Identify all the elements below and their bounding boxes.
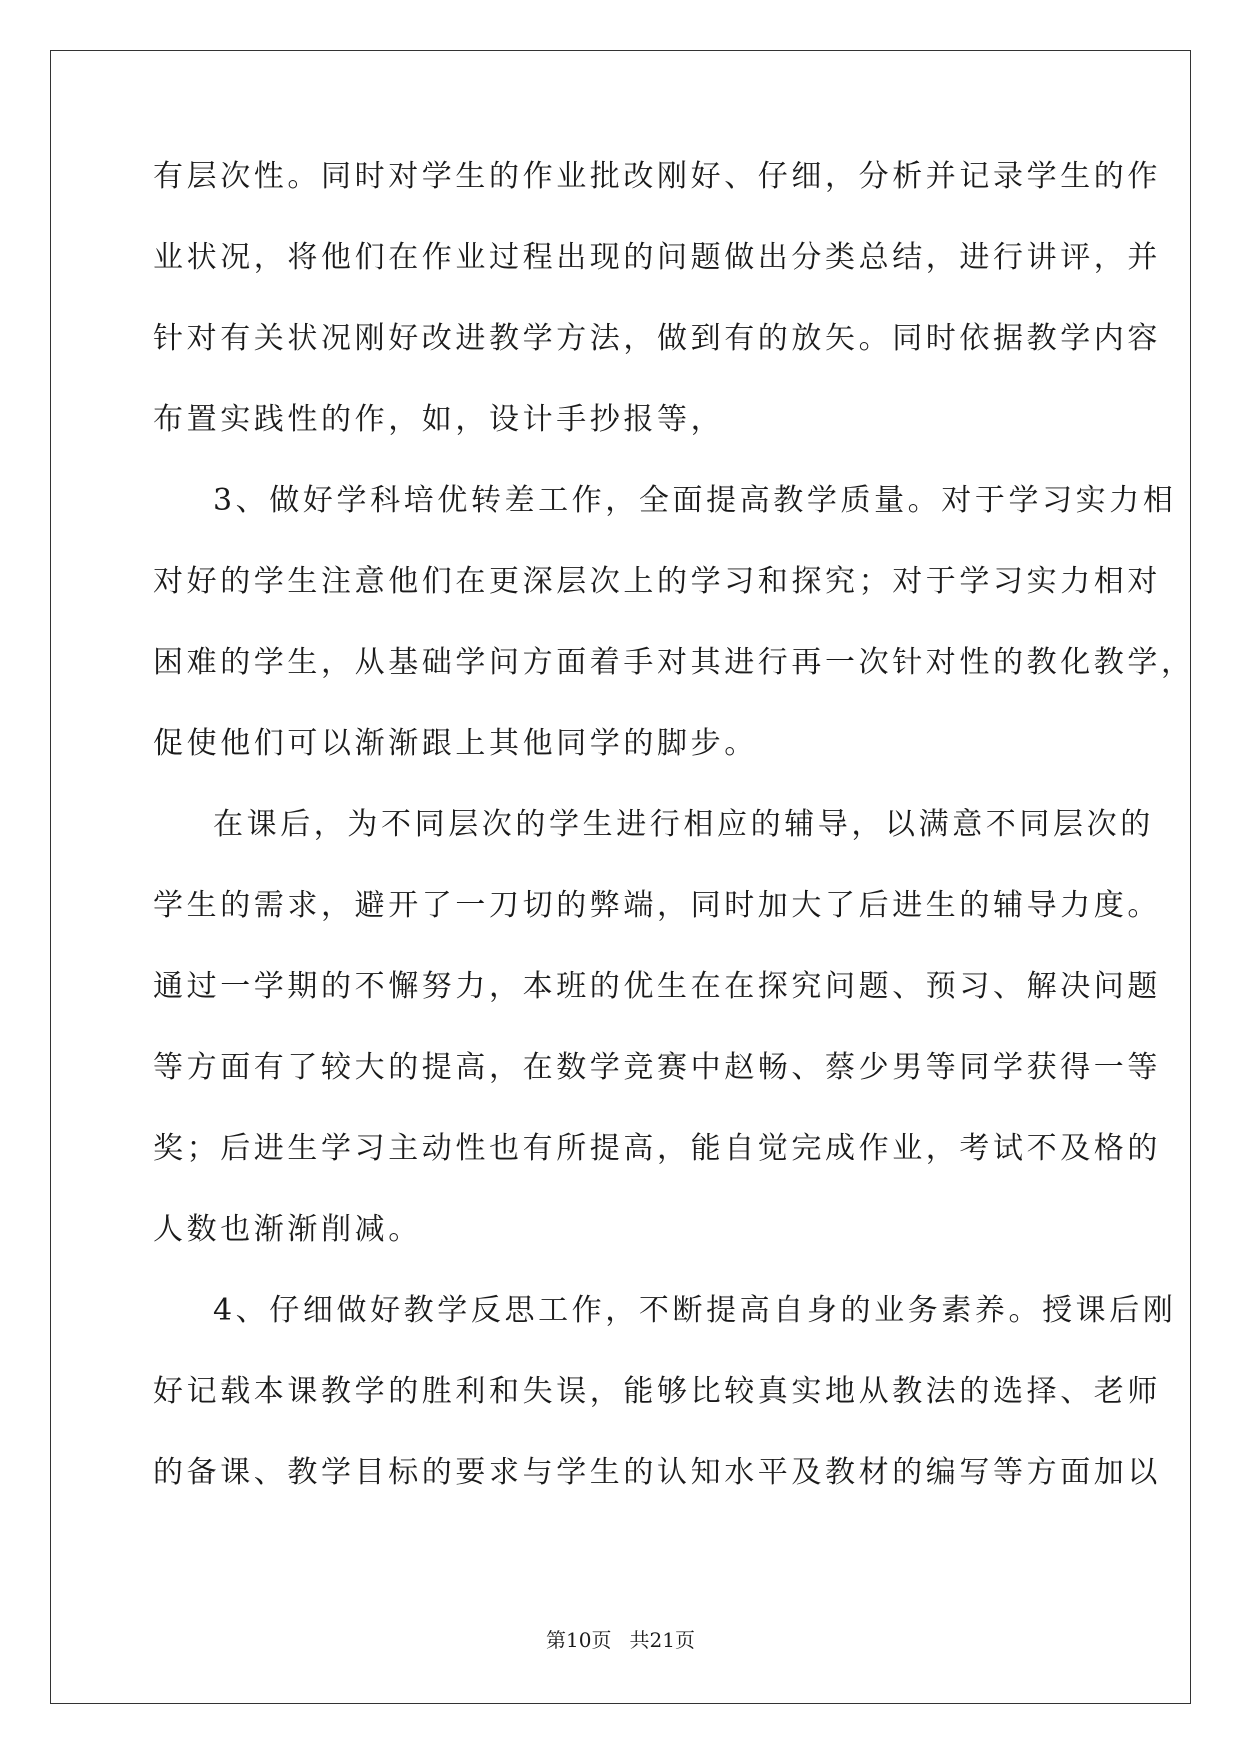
text-line: 的备课、教学目标的要求与学生的认知水平及教材的编写等方面加以 — [153, 1455, 1161, 1490]
text-line: 人数也渐渐削减。 — [153, 1212, 422, 1247]
text-line: 4、仔细做好教学反思工作，不断提高自身的业务素养。授课后刚 — [213, 1293, 1177, 1328]
text-line: 有层次性。同时对学生的作业批改刚好、仔细，分析并记录学生的作 — [153, 159, 1161, 194]
text-line: 业状况，将他们在作业过程出现的问题做出分类总结，进行讲评，并 — [153, 240, 1161, 275]
text-line: 3、做好学科培优转差工作，全面提高教学质量。对于学习实力相 — [213, 483, 1177, 518]
text-line: 学生的需求，避开了一刀切的弊端，同时加大了后进生的辅导力度。 — [153, 888, 1161, 923]
text-line: 促使他们可以渐渐跟上其他同学的脚步。 — [153, 726, 758, 761]
text-line: 等方面有了较大的提高，在数学竞赛中赵畅、蔡少男等同学获得一等 — [153, 1050, 1161, 1085]
text-line: 在课后，为不同层次的学生进行相应的辅导，以满意不同层次的 — [213, 807, 1154, 842]
text-line: 对好的学生注意他们在更深层次上的学习和探究；对于学习实力相对 — [153, 564, 1161, 599]
current-page-number: 第10页 — [546, 1628, 612, 1652]
total-pages: 共21页 — [629, 1628, 695, 1652]
text-line: 针对有关状况刚好改进教学方法，做到有的放矢。同时依据教学内容 — [153, 321, 1161, 356]
page-footer — [0, 1624, 1241, 1653]
text-line: 布置实践性的作，如，设计手抄报等， — [153, 402, 725, 437]
text-line: 奖；后进生学习主动性也有所提高，能自觉完成作业，考试不及格的 — [153, 1131, 1161, 1166]
text-line: 好记载本课教学的胜利和失误，能够比较真实地从教法的选择、老师 — [153, 1374, 1161, 1409]
text-line: 困难的学生，从基础学问方面着手对其进行再一次针对性的教化教学， — [153, 645, 1195, 680]
text-line: 通过一学期的不懈努力，本班的优生在在探究问题、预习、解决问题 — [153, 969, 1161, 1004]
document-body — [153, 155, 1195, 1532]
